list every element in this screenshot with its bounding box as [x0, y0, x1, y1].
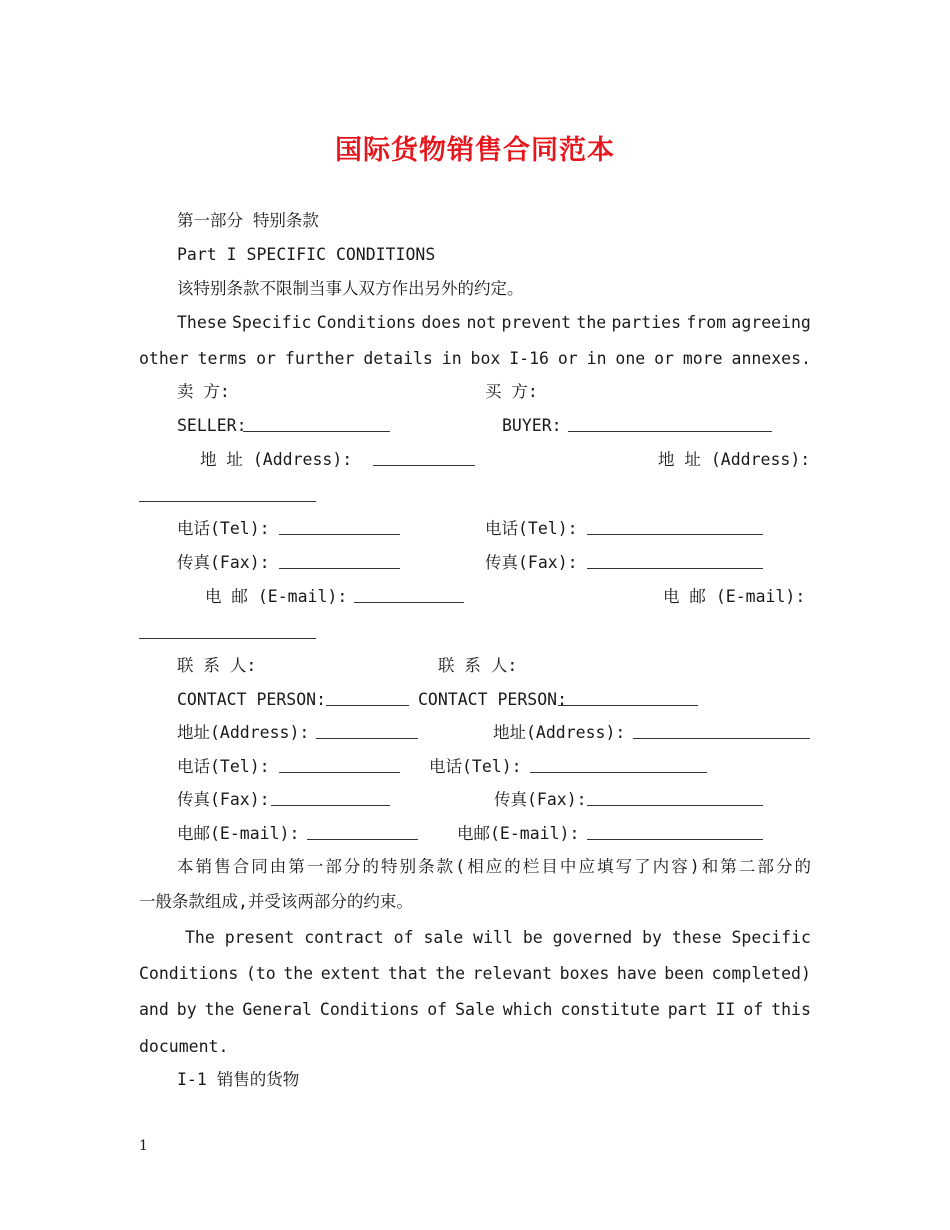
contact-address-left-blank [316, 738, 418, 739]
buyer-contact-label-cn: 联 系 人: [438, 656, 518, 675]
seller-label-en: SELLER: [177, 416, 247, 435]
buyer-email-blank [139, 638, 316, 639]
part-heading-cn: 第一部分 特别条款 [177, 211, 319, 230]
seller-email-label: 电 邮 (E-mail): [205, 587, 348, 606]
intro-cn: 该特别条款不限制当事人双方作出另外的约定。 [177, 279, 524, 298]
part-heading-en: Part I SPECIFIC CONDITIONS [177, 245, 436, 264]
contact-tel-left-label: 电话(Tel): [177, 757, 270, 776]
seller-fax-label: 传真(Fax): [177, 553, 270, 572]
buyer-address-label: 地 址 (Address): [658, 450, 811, 469]
intro-en-line-1: These Specific Conditions does not prevent the parties from agreeing [177, 313, 811, 332]
contact-fax-right-blank [587, 805, 763, 806]
contact-email-left-label: 电邮(E-mail): [177, 824, 300, 843]
governing-en-line-3: and by the General Conditions of Sale which constitute part II of this [139, 1000, 811, 1019]
contact-address-left-label: 地址(Address): [177, 723, 310, 742]
contact-tel-right-label: 电话(Tel): [429, 757, 522, 776]
seller-contact-label-en: CONTACT PERSON: [177, 690, 327, 709]
seller-address-label: 地 址 (Address): [200, 450, 353, 469]
contact-address-right-label: 地址(Address): [493, 723, 626, 742]
contact-address-right-blank [633, 738, 810, 739]
page-number: 1 [139, 1138, 148, 1154]
governing-cn-line-2: 一般条款组成,并受该两部分的约束。 [139, 892, 413, 911]
buyer-tel-label: 电话(Tel): [485, 519, 578, 538]
buyer-label-en: BUYER: [502, 416, 562, 435]
buyer-blank [568, 431, 772, 432]
seller-contact-label-cn: 联 系 人: [177, 656, 257, 675]
page-title: 国际货物销售合同范本 [335, 135, 615, 166]
governing-en-line-2: Conditions (to the extent that the relevant boxes have been completed) [139, 964, 811, 983]
contact-fax-right-label: 传真(Fax): [494, 790, 587, 809]
section-i1-heading: I-1 销售的货物 [177, 1070, 300, 1089]
governing-en-line-4: document. [139, 1037, 229, 1056]
contact-fax-left-label: 传真(Fax): [177, 790, 270, 809]
contact-tel-right-blank [530, 772, 707, 773]
buyer-email-label: 电 邮 (E-mail): [663, 587, 806, 606]
seller-tel-blank [279, 534, 400, 535]
buyer-label-cn: 买 方: [485, 382, 538, 401]
governing-cn-line-1: 本销售合同由第一部分的特别条款(相应的栏目中应填写了内容)和第二部分的 [177, 857, 811, 876]
intro-en-line-2: other terms or further details in box I-16 or in one or more annexes. [139, 349, 811, 368]
governing-en-line-1: The present contract of sale will be governed by these Specific [185, 928, 811, 947]
seller-address-blank [373, 465, 475, 466]
seller-blank [243, 431, 390, 432]
seller-fax-blank [279, 568, 400, 569]
contact-email-right-blank [587, 839, 763, 840]
contact-email-right-label: 电邮(E-mail): [457, 824, 580, 843]
contact-fax-left-blank [271, 805, 390, 806]
seller-email-blank [354, 602, 464, 603]
buyer-tel-blank [587, 534, 763, 535]
seller-contact-blank [326, 705, 409, 706]
seller-label-cn: 卖 方: [177, 382, 230, 401]
seller-tel-label: 电话(Tel): [177, 519, 270, 538]
buyer-fax-blank [587, 568, 763, 569]
buyer-fax-label: 传真(Fax): [485, 553, 578, 572]
contact-email-left-blank [307, 839, 418, 840]
buyer-contact-label-en: CONTACT PERSON: [418, 690, 568, 709]
buyer-address-blank [139, 501, 316, 502]
contact-tel-left-blank [279, 772, 400, 773]
buyer-contact-blank [558, 705, 698, 706]
